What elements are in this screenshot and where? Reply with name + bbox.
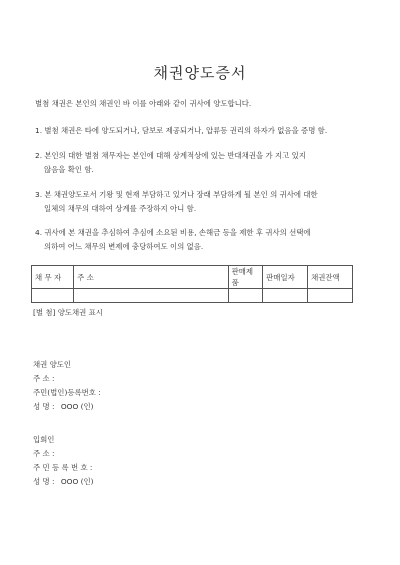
witness-name-field	[33, 475, 94, 489]
assignor-address-field	[33, 372, 54, 386]
assignor-heading: 채권 양도인	[33, 360, 72, 369]
debt-table	[31, 265, 353, 303]
header-debtor: 채 무 자	[32, 266, 74, 289]
witness-address-label: 주 소 :	[33, 449, 55, 458]
witness-heading: 입회인	[33, 435, 55, 444]
cell-product[interactable]	[228, 289, 263, 303]
header-sale-date: 판매일자	[263, 266, 308, 289]
cell-balance[interactable]	[308, 289, 353, 303]
table-row	[32, 289, 353, 303]
header-address: 주 소	[74, 266, 228, 289]
clause-1-line-1: 1. 별첨 채권은 타에 양도되거나, 담보로 제공되거나, 압류등 권리의 하자가 없음을 증명 함.	[35, 126, 328, 135]
cell-debtor[interactable]	[32, 289, 74, 303]
assignor-name-label: 성 명 :	[33, 402, 55, 411]
attachment-label: [별 첨] 양도채권 표시	[33, 308, 103, 317]
assignor-name-field	[33, 400, 94, 414]
clause-3	[35, 188, 318, 216]
document-title: 채권양도증서	[153, 64, 247, 82]
clause-1	[35, 124, 327, 138]
assignor-id-label: 주민(법인)등록번호 :	[33, 388, 101, 397]
intro-text: 별첨 채권은 본인의 채권인 바 이를 아래와 같이 귀사에 양도합니다.	[35, 99, 252, 108]
witness-id-field	[33, 461, 92, 475]
clause-2-line-1: 2. 본인의 대한 별첨 채무자는 본인에 대해 상계적상에 있는 반대채권을 가 지고 있지	[35, 151, 306, 160]
clause-4-line-1: 4. 귀사에 본 채권을 추심하여 추심에 소요된 비용, 손해금 등을 제한 후 귀사의 선택에	[35, 228, 311, 237]
clause-2-line-2: 않음을 확인 함.	[44, 165, 94, 174]
clause-3-line-2: 일체의 채무의 대하여 상계를 주장하지 아니 함.	[44, 204, 197, 213]
header-product: 판매제품	[228, 266, 263, 289]
cell-sale-date[interactable]	[263, 289, 308, 303]
witness-address-field	[33, 447, 54, 461]
witness-id-label: 주 민 등 록 번 호 :	[33, 463, 93, 472]
cell-address[interactable]	[74, 289, 228, 303]
witness-name-label: 성 명 :	[33, 477, 55, 486]
table-header-row	[32, 266, 353, 289]
header-balance: 채권잔액	[308, 266, 353, 289]
assignor-address-label: 주 소 :	[33, 374, 55, 383]
clause-4-line-2: 의하여 어느 채무의 변제에 충당하여도 이의 없음.	[44, 242, 204, 251]
assignor-id-field	[33, 386, 101, 400]
assignor-name-value: OOO (인)	[60, 402, 94, 411]
witness-name-value: OOO (인)	[60, 477, 94, 486]
clause-3-line-1: 3. 본 채권양도로서 기왕 및 현재 부담하고 있거나 장래 부담하게 될 본인 의 귀사에 대한	[35, 190, 318, 199]
clause-2	[35, 149, 306, 177]
clause-4	[35, 226, 311, 254]
